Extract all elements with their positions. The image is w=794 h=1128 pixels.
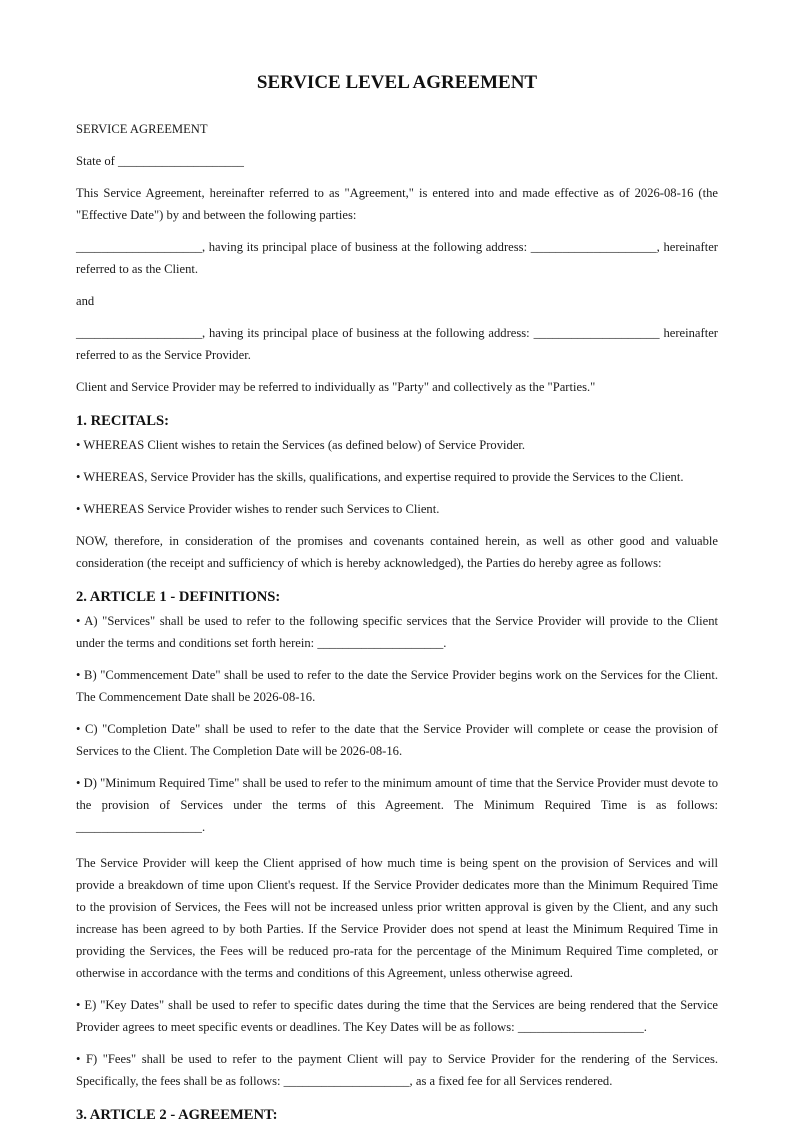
recital-item: • WHEREAS Client wishes to retain the Services (as defined below) of Service Provider. bbox=[76, 438, 526, 452]
section-heading-agreement: 3. ARTICLE 2 - AGREEMENT: bbox=[76, 1107, 278, 1123]
intro-paragraph-parties: Client and Service Provider may be referred to individually as "Party" and collectively as the "Parties." bbox=[76, 380, 596, 394]
definition-key-dates: • E) "Key Dates" shall be used to refer to specific dates during the time that the Services are being rendered that the Service Provider agrees to meet specific events or deadlines. The Key Dates will be as follows: ____________________. bbox=[76, 998, 718, 1034]
intro-paragraph-client: ____________________, having its principal place of business at the following address: ____________________, hereinafter referred to as the Client. bbox=[76, 240, 718, 276]
definition-fees: • F) "Fees" shall be used to refer to the payment Client will pay to Service Provider for the rendering of the Services. Specifically, the fees shall be as follows: ____________________, as a fixed fee for all Services rendered. bbox=[76, 1052, 718, 1088]
definition-completion-date: • C) "Completion Date" shall be used to refer to the date that the Service Provider will complete or cease the provision of Services to the Client. The Completion Date will be 2026-08-16. bbox=[76, 722, 718, 758]
document-title: SERVICE LEVEL AGREEMENT bbox=[256, 72, 538, 93]
definition-services: • A) "Services" shall be used to refer to the following specific services that the Service Provider will provide to the Client under the terms and conditions set forth herein: ____________________. bbox=[76, 614, 718, 650]
section-heading-definitions: 2. ARTICLE 1 - DEFINITIONS: bbox=[76, 589, 281, 605]
state-line: State of ____________________ bbox=[76, 154, 244, 168]
recitals-now-therefore: NOW, therefore, in consideration of the promises and covenants contained herein, as well as other good and valuable consideration (the receipt and sufficiency of which is hereby acknowledged), the Parties do hereby agree as follows: bbox=[76, 534, 718, 570]
intro-paragraph-effective-date: This Service Agreement, hereinafter referred to as "Agreement," is entered into and made effective as of 2026-08-16 (the "Effective Date") by and between the following parties: bbox=[76, 186, 718, 222]
definition-time-paragraph: The Service Provider will keep the Client apprised of how much time is being spent on the provision of Services and will provide a breakdown of time upon Client's request. If the Service Provider dedicates more than the Minimum Required Time to the provision of Services, the Fees will not be increased unless prior written approval is given by the Client, and any such increase has been agreed to by both Parties. If the Service Provider does not spend at least the Minimum Required Time in providing the Services, the Fees will be reduced pro-rata for the percentage of the Minimum Required Time completed, or otherwise in accordance with the terms and conditions of this Agreement, unless otherwise agreed. bbox=[76, 856, 718, 980]
definition-commencement-date: • B) "Commencement Date" shall be used to refer to the date the Service Provider begins work on the Services for the Client. The Commencement Date shall be 2026-08-16. bbox=[76, 668, 718, 704]
intro-and: and bbox=[76, 294, 95, 308]
intro-paragraph-service-provider: ____________________, having its principal place of business at the following address: ____________________ hereinafter referred to as the Service Provider. bbox=[76, 326, 718, 362]
document-page bbox=[76, 70, 718, 1128]
recital-item: • WHEREAS, Service Provider has the skills, qualifications, and expertise required to provide the Services to the Client. bbox=[76, 470, 684, 484]
definition-minimum-required-time: • D) "Minimum Required Time" shall be used to refer to the minimum amount of time that the Service Provider must devote to the provision of Services under the terms of this Agreement. The Minimum Required Time is as follows: ____________________. bbox=[76, 776, 718, 834]
intro-heading: SERVICE AGREEMENT bbox=[76, 122, 208, 136]
section-heading-recitals: 1. RECITALS: bbox=[76, 413, 169, 429]
recital-item: • WHEREAS Service Provider wishes to render such Services to Client. bbox=[76, 502, 440, 516]
